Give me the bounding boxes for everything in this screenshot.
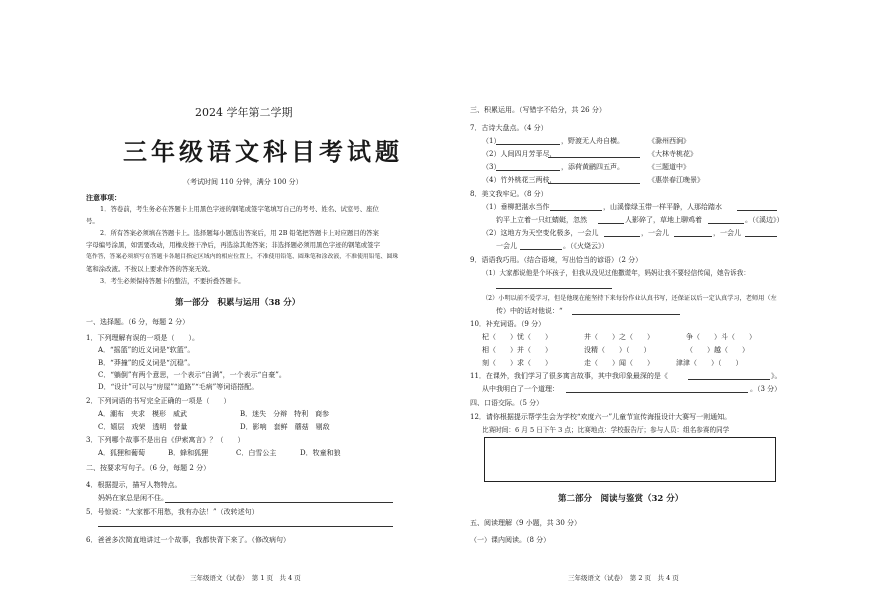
q7-3-line: ，添荷黄鹂四五声。 <box>561 163 624 171</box>
q7-3-blank[interactable] <box>496 170 560 171</box>
q8-3-c: ，一会儿 <box>713 229 741 237</box>
q1-b: B．“莽撞”的反义词是“沉稳”。 <box>98 359 195 367</box>
term-label: 2024 学年第二学期 <box>195 106 293 119</box>
q8-2-blank-1[interactable] <box>598 223 624 224</box>
q8-2-c: 。（《溪边》） <box>745 216 784 224</box>
q1-d: D．“设计”可以与“房屋”“道路”“毛病”等词语搭配。 <box>98 383 259 391</box>
q4-prompt: 妈妈在家总是闲不住。 <box>98 494 168 502</box>
q7-2-blank[interactable] <box>548 157 640 158</box>
page-1-footer: 三年级语文（试卷） 第 1 页 共 4 页 <box>190 574 301 582</box>
q7-2-line: （2）人间四月芳菲尽， <box>482 150 557 158</box>
q8-4-b: 。（《火烧云》） <box>563 242 609 250</box>
q11-c: 从中我明白了一个道理： <box>482 385 559 393</box>
q7-4-line: （4）竹外桃花三两枝， <box>482 176 557 184</box>
section-5: 五、阅读理解（9 小题，共 30 分） <box>470 519 582 527</box>
q7-3-source: 《三题道中》 <box>648 163 690 171</box>
q1-c: C．“躺倒”有两个意思，一个表示“自满”，一个表示“自豪”。 <box>98 371 286 379</box>
q10: 10．补充词语。（9 分） <box>470 320 546 328</box>
q4: 4．根据提示，描写人物特点。 <box>86 481 182 489</box>
q7-1-blank[interactable] <box>496 144 560 145</box>
q3: 3．下列哪个故事不是出自《伊索寓言》？（ ） <box>86 436 245 444</box>
q10-r1-c3: 争（ ）斗（ ） <box>686 333 756 341</box>
q9-1-answer-line[interactable] <box>496 288 612 289</box>
note-2d: 笔和涂改液。不按以上要求作答的答案无效。 <box>86 265 214 273</box>
q8-4-blank[interactable] <box>520 249 562 250</box>
q2-a: A．潮布 夹求 模形 威武 <box>98 410 188 418</box>
note-3: 3．考生必须保持答题卡的整洁，不要折叠答题卡。 <box>100 277 245 285</box>
q2: 2．下列词语的书写完全正确的一项是（ ） <box>86 397 231 405</box>
q10-r1-c1: 杞（ ）忧（ ） <box>482 333 552 341</box>
q10-r3-c1: 刻（ ）求（ ） <box>482 359 552 367</box>
q1: 1．下列理解有误的一项是（ ）。 <box>86 334 199 342</box>
q2-d: D．影响 套鲜 蘑菇 剔敌 <box>240 423 330 431</box>
q9-2: （2）小明以前不爱学习，但是他现在能坚持下来每份作业认真书写，还保证以后一定认真学习，老师用（左 <box>482 295 777 302</box>
q8-3-a: （2）这地方为天空变化极多，一会儿 <box>482 229 599 237</box>
q8-2-a: 钓平上立着一只红蜻蜓，忽然 <box>496 216 587 224</box>
part1-title: 第一部分 积累与运用（38 分） <box>175 298 301 308</box>
q4-answer-line[interactable] <box>165 502 393 503</box>
q11-blank-1[interactable] <box>688 379 770 380</box>
q12-info: 比赛时间：6 月 5 日下午 3 点；比赛地点：学校报告厅；参与人员：组名参赛的同学 <box>482 426 730 434</box>
q7-2-source: 《大林寺桃花》 <box>648 150 697 158</box>
section-5-1: （一）课内阅读。（8 分） <box>470 536 551 544</box>
note-2c: 笔作答，答案必须填写在答题卡各题目指定区域内的相应位置上，不准使用铅笔、圆珠笔和涂改液，不准使用铅笔、圆珠 <box>86 254 399 260</box>
q7-1-source: 《滁州西涧》 <box>648 137 690 145</box>
note-1a: 1．答卷前，考生务必在答题卡上用黑色字迹的钢笔或签字笔填写自己的考号、姓名、试室号、座位 <box>100 205 379 213</box>
q8-1-a: （1）垂柳把湛水当作 <box>482 203 550 211</box>
q10-r3-c3: 津津（ ）（ ） <box>676 359 743 367</box>
note-2b: 字母编号涂黑，如需要改动，用橡皮擦干净后，再选涂其他答案；非选择题必须用黑色字迹的钢笔或签字 <box>86 241 380 249</box>
q12-answer-box[interactable] <box>484 437 776 482</box>
q8-3-b: ，一会儿 <box>641 229 669 237</box>
q8-1-blank-1[interactable] <box>550 210 602 211</box>
q10-r1-c2: 井（ ）之（ ） <box>584 333 654 341</box>
q9: 9．语语我巧用。（结合语境，写出恰当的谚语）（2 分） <box>470 256 643 264</box>
q3-b: B．蜂和狐狸 <box>168 449 209 457</box>
q7-1-line: ，野渡无人舟自横。 <box>561 137 624 145</box>
q3-a: A．狐狸和葡萄 <box>98 449 146 457</box>
q11-d: 。（3 分） <box>750 385 782 393</box>
q8-1-b: ，山溪像绿玉带一样平静，人那给踏水 <box>603 203 722 211</box>
q8-4-a: 一会儿 <box>496 242 517 250</box>
q8: 8．美文我牢记。（8 分） <box>470 190 548 198</box>
q2-b: B．迷失 分辩 特利 商参 <box>240 410 330 418</box>
q8-3-blank-2[interactable] <box>674 236 712 237</box>
exam-info: （考试时间 110 分钟，满分 100 分） <box>183 178 303 186</box>
q9-1: （1）大家都说他是个坏孩子，但我从没见过他撒谎年，妈妈让我不要轻信传闻，她告诉我： <box>482 269 750 277</box>
q3-c: C．白雪公主 <box>236 449 277 457</box>
q5-answer-line[interactable] <box>98 526 393 527</box>
q12: 12．请你根据提示帮学生会为学校“欢度六一”儿童节宣传海报设计大赛写一则通知。 <box>470 413 732 421</box>
q10-r3-c2: 走（ ）闻（ ） <box>584 359 654 367</box>
q6: 6．爸爸多次简直地讲过一个故事，我都快背下来了。（修改病句） <box>86 536 290 544</box>
note-1b: 号。 <box>86 217 99 225</box>
q9-3: 传）中的话对他说：“ <box>496 307 563 315</box>
exam-title: 三年级语文科目考试题 <box>123 138 403 166</box>
q11-blank-2[interactable] <box>566 392 748 393</box>
q7-1-num: （1） <box>482 137 501 145</box>
q11-b: 》。 <box>771 372 782 380</box>
q11-a: 11．在课外，我们学习了很多寓言故事，其中我印象最深的是《 <box>470 372 668 380</box>
q7-4-source: 《惠崇春江晚景》 <box>648 176 704 184</box>
q8-3-blank-3[interactable] <box>745 236 777 237</box>
q9-2-answer-line[interactable] <box>572 314 680 315</box>
q2-c: C．嬉层 戏荣 透明 替量 <box>98 423 188 431</box>
q7-4-blank[interactable] <box>548 183 640 184</box>
q7-3-num: （3） <box>482 163 501 171</box>
q5: 5．号惊说：“大家都不用愁，我有办法！”（改转述句） <box>86 508 259 516</box>
page-2-footer: 三年级语文（试卷） 第 2 页 共 4 页 <box>568 574 679 582</box>
q8-2-b: 人影碎了，草地上聊鸡着 <box>625 216 702 224</box>
q10-r2-c1: 相（ ）并（ ） <box>482 346 552 354</box>
section-1: 一、选择题。（6 分，每题 2 分） <box>86 318 190 326</box>
q7: 7．古诗大盘点。（4 分） <box>470 124 548 132</box>
q10-r2-c2: 没精（ ）（ ） <box>584 346 651 354</box>
q3-d: D．牧童和狼 <box>300 449 341 457</box>
section-3: 三、积累运用。（写错字不给分，共 26 分） <box>470 106 606 114</box>
section-4: 四、口语交际。（5 分） <box>470 399 544 407</box>
q8-1-blank-2[interactable] <box>737 210 777 211</box>
note-2a: 2．所有答案必须填在答题卡上。选择题每小题选出答案后，用 2B 铅笔把答题卡上对应题目的答案 <box>100 229 379 237</box>
q8-3-blank-1[interactable] <box>604 236 640 237</box>
q10-r2-c3: （ ）越（ ） <box>686 346 749 354</box>
q1-a: A．“摇篮”的近义词是“软篮”。 <box>98 346 195 354</box>
notes-heading: 注意事项： <box>86 193 121 202</box>
part2-title: 第二部分 阅读与鉴赏（32 分） <box>558 494 684 504</box>
q8-2-blank-2[interactable] <box>708 223 744 224</box>
section-2: 二、按要求写句子。（6 分，每题 2 分） <box>86 464 211 472</box>
